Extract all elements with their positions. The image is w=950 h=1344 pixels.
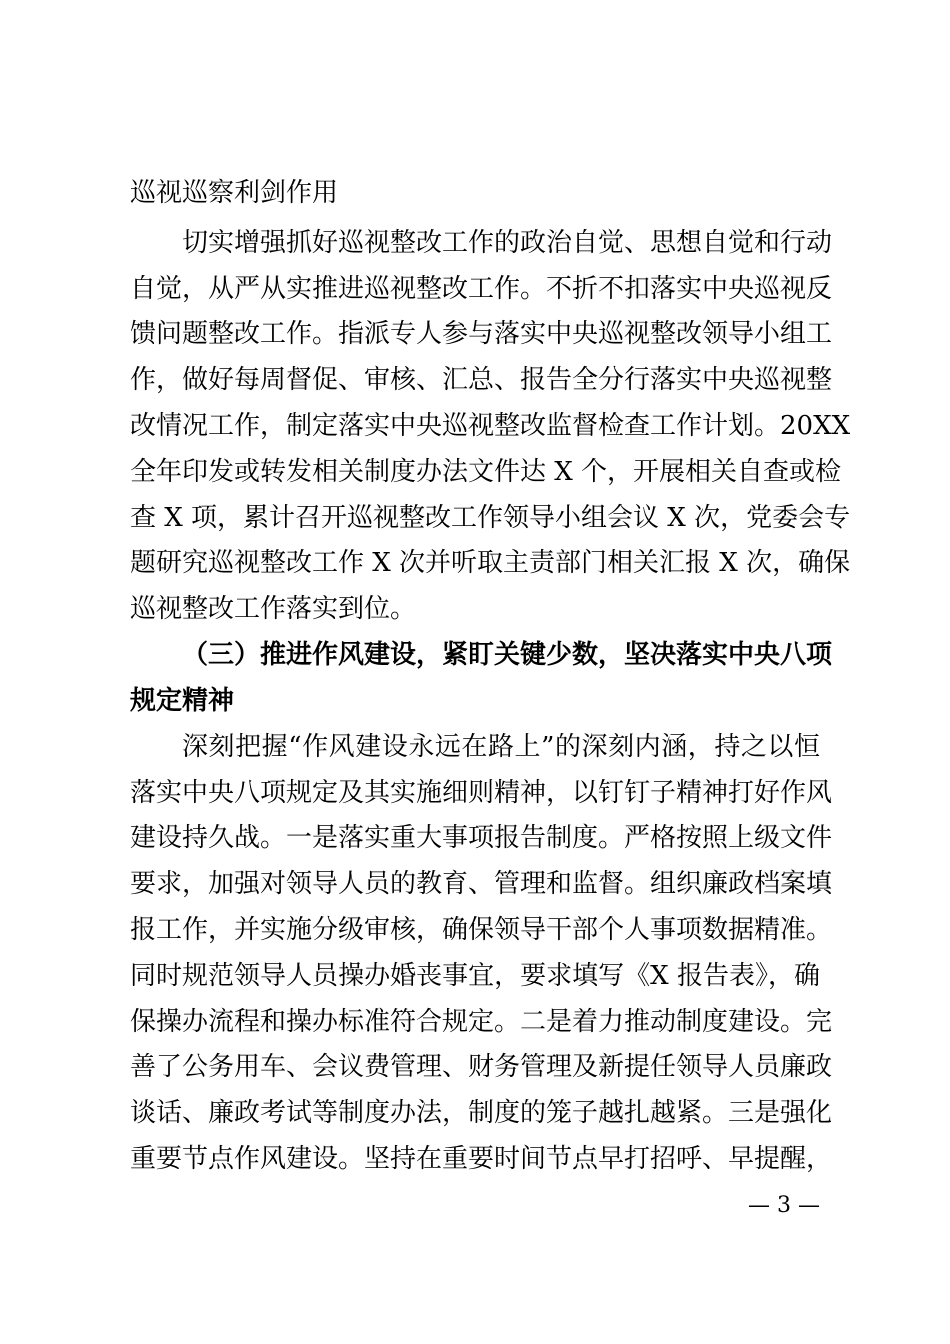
- text-line-8: 查 X 项，累计召开巡视整改工作领导小组会议 X 次，党委会专: [130, 503, 851, 533]
- text-line-21: 谈话、廉政考试等制度办法，制度的笼子越扎越紧。三是强化: [130, 1098, 833, 1128]
- page-number: — 3 —: [748, 1193, 820, 1218]
- text-line-9: 题研究巡视整改工作 X 次并听取主责部门相关汇报 X 次，确保: [130, 548, 851, 578]
- text-line-3: 自觉，从严从实推进巡视整改工作。不折不扣落实中央巡视反: [130, 274, 833, 304]
- section-heading-line-2: 规定精神: [130, 686, 235, 716]
- text-line-20: 善了公务用车、会议费管理、财务管理及新提任领导人员廉政: [130, 1052, 833, 1082]
- text-line-17: 报工作，并实施分级审核，确保领导干部个人事项数据精准。: [130, 915, 833, 945]
- text-line-18: 同时规范领导人员操办婚丧事宜，要求填写《X 报告表》，确: [130, 961, 820, 991]
- text-line-19: 保操办流程和操办标准符合规定。二是着力推动制度建设。完: [130, 1007, 833, 1037]
- text-line-7: 全年印发或转发相关制度办法文件达 X 个，开展相关自查或检: [130, 457, 842, 487]
- section-heading-line-1: （三）推进作风建设，紧盯关键少数，坚决落实中央八项: [182, 640, 833, 670]
- text-line-6: 改情况工作，制定落实中央巡视整改监督检查工作计划。20XX: [130, 411, 851, 441]
- text-line-13: 深刻把握“作风建设永远在路上”的深刻内涵，持之以恒: [182, 732, 820, 762]
- text-line-4: 馈问题整改工作。指派专人参与落实中央巡视整改领导小组工: [130, 319, 833, 349]
- text-line-5: 作，做好每周督促、审核、汇总、报告全分行落实中央巡视整: [130, 365, 833, 395]
- text-line-2: 切实增强抓好巡视整改工作的政治自觉、思想自觉和行动: [182, 228, 833, 258]
- text-line-14: 落实中央八项规定及其实施细则精神，以钉钉子精神打好作风: [130, 778, 833, 808]
- text-line-15: 建设持久战。一是落实重大事项报告制度。严格按照上级文件: [130, 823, 833, 853]
- text-line-10: 巡视整改工作落实到位。: [130, 594, 417, 624]
- text-line-1: 巡视巡察利剑作用: [130, 178, 339, 208]
- text-line-22: 重要节点作风建设。坚持在重要时间节点早打招呼、早提醒，: [130, 1144, 833, 1174]
- text-line-16: 要求，加强对领导人员的教育、管理和监督。组织廉政档案填: [130, 869, 833, 899]
